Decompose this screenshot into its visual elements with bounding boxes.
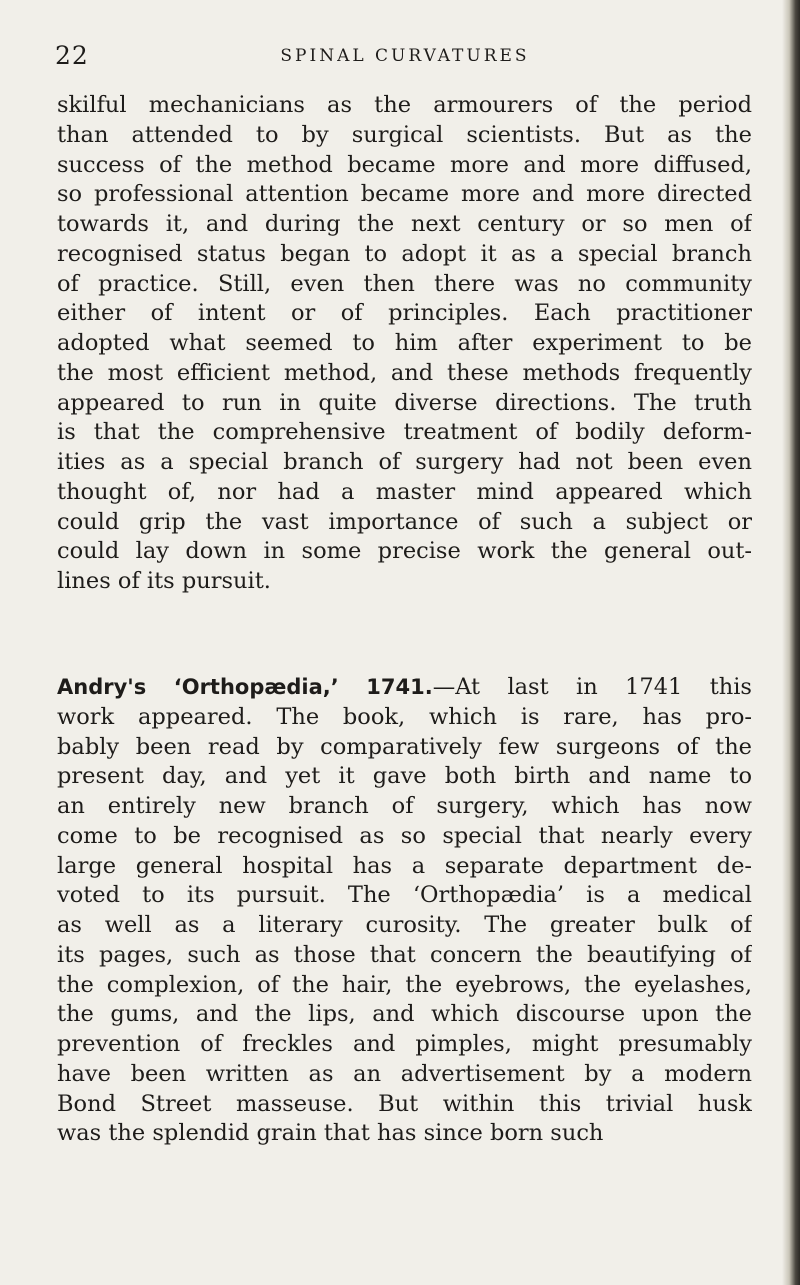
text-line: success of the method became more and more diffused, — [57, 151, 752, 178]
text-line: work appeared. The book, which is rare, has pro- — [57, 703, 752, 730]
text-line: bably been read by comparatively few surgeons of the — [57, 733, 752, 760]
text-line: of practice. Still, even then there was no community — [57, 270, 752, 297]
text-line: is that the comprehensive treatment of bodily deform- — [57, 419, 752, 446]
text-line: ities as a special branch of surgery had not been even — [57, 449, 752, 475]
text-line: thought of, nor had a master mind appeared which — [57, 478, 752, 505]
text-line: the gums, and the lips, and which discourse upon the — [57, 1001, 752, 1028]
first-line-rest: —At last in 1741 this — [432, 674, 752, 700]
text-line: lines of its pursuit. — [57, 568, 271, 594]
text-line: the most efficient method, and these methods frequently — [57, 359, 752, 386]
text-line: could grip the vast importance of such a subject or — [57, 508, 752, 535]
page-number: 22 — [55, 41, 89, 70]
text-line: have been written as an advertisement by a modern — [57, 1060, 752, 1087]
text-line: skilful mechanicians as the armourers of the period — [57, 92, 752, 118]
text-line: could lay down in some precise work the general out- — [57, 538, 752, 565]
text-line: voted to its pursuit. The ‘Orthopædia’ is a medical — [57, 882, 752, 909]
text-line: come to be recognised as so special that nearly every — [57, 822, 752, 849]
text-line: towards it, and during the next century or so men of — [57, 211, 752, 237]
page-header — [55, 42, 755, 70]
text-line: appeared to run in quite diverse directions. The truth — [57, 389, 752, 416]
paragraph-1 — [57, 91, 752, 597]
paragraph-2 — [57, 673, 752, 1149]
text-line: was the splendid grain that has since born such — [57, 1120, 604, 1147]
running-title: SPINAL CURVATURES — [280, 46, 530, 66]
text-line-first — [57, 673, 752, 703]
text-line: adopted what seemed to him after experiment to be — [57, 330, 752, 356]
page-edge-shadow — [782, 0, 800, 1285]
text-line: Bond Street masseuse. But within this trivial husk — [57, 1090, 752, 1117]
text-line: so professional attention became more and more directed — [57, 181, 752, 208]
text-line: recognised status began to adopt it as a special branch — [57, 240, 752, 267]
text-line: prevention of freckles and pimples, might presumably — [57, 1031, 752, 1057]
text-line: as well as a literary curosity. The greater bulk of — [57, 912, 752, 938]
text-line: its pages, such as those that concern the beautifying of — [57, 941, 752, 968]
section-sidehead: Andry's ‘Orthopædia,’ 1741. — [57, 675, 433, 699]
text-line: an entirely new branch of surgery, which has now — [57, 793, 752, 819]
text-line: present day, and yet it gave both birth and name to — [57, 763, 752, 790]
text-line: the complexion, of the hair, the eyebrows, the eyelashes, — [57, 971, 752, 998]
text-line: large general hospital has a separate department de- — [57, 852, 752, 879]
text-line: either of intent or of principles. Each practitioner — [57, 300, 752, 327]
text-line: than attended to by surgical scientists. But as the — [57, 121, 752, 148]
